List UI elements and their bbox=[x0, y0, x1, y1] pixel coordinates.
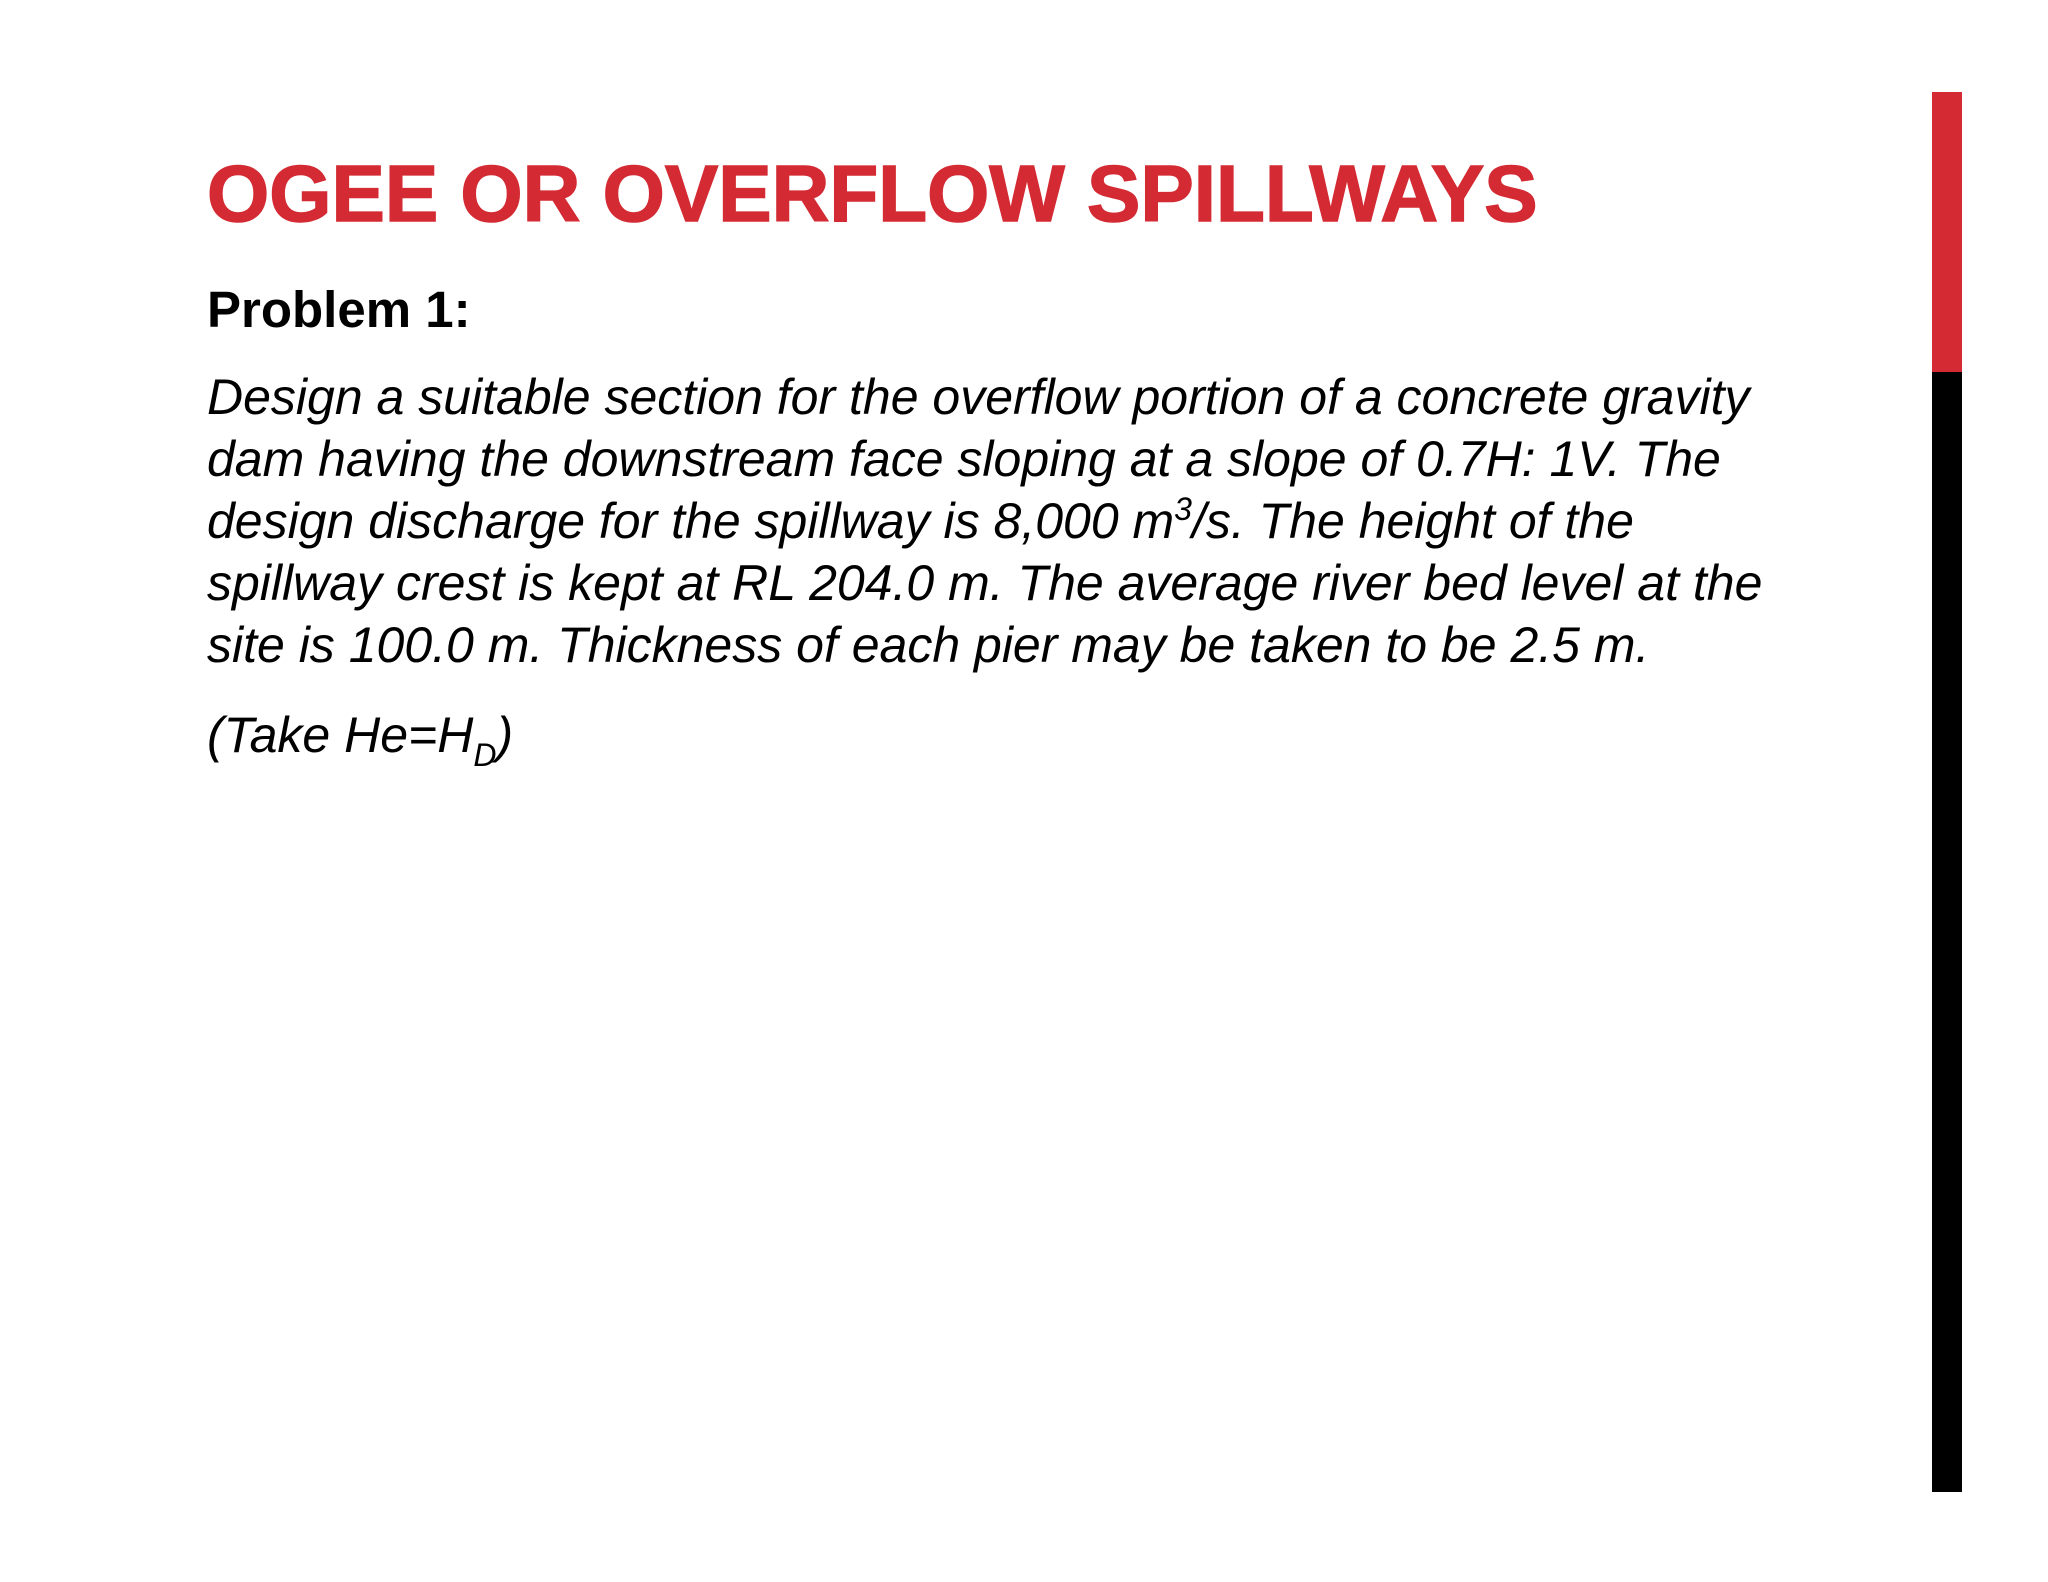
accent-bar-black bbox=[1932, 372, 1962, 1492]
problem-line-1: Design a suitable section for the overflow portion of a concrete gravity bbox=[207, 369, 1750, 425]
accent-bar-red bbox=[1932, 92, 1962, 372]
subscript-d: D bbox=[473, 737, 497, 773]
problem-statement bbox=[207, 366, 1847, 676]
problem-line-3 bbox=[207, 490, 1847, 552]
problem-line-4: spillway crest is kept at RL 204.0 m. The average river bed level at the bbox=[207, 555, 1763, 611]
assumption-note bbox=[207, 704, 514, 773]
problem-line-2: dam having the downstream face sloping at a slope of 0.7H: 1V. The bbox=[207, 431, 1721, 487]
problem-line-5: site is 100.0 m. Thickness of each pier may be taken to be 2.5 m. bbox=[207, 617, 1650, 673]
assumption-note-text: (Take He=H bbox=[207, 707, 474, 763]
problem-line-3-rest: /s. The height of the bbox=[1191, 493, 1634, 549]
assumption-note-close: ) bbox=[496, 707, 514, 763]
superscript-exponent: 3 bbox=[1174, 491, 1192, 527]
problem-heading: Problem 1: bbox=[207, 281, 471, 338]
slide-title: OGEE OR OVERFLOW SPILLWAYS bbox=[207, 149, 1538, 238]
problem-line-3-text: design discharge for the spillway is 8,000 m bbox=[207, 493, 1175, 549]
